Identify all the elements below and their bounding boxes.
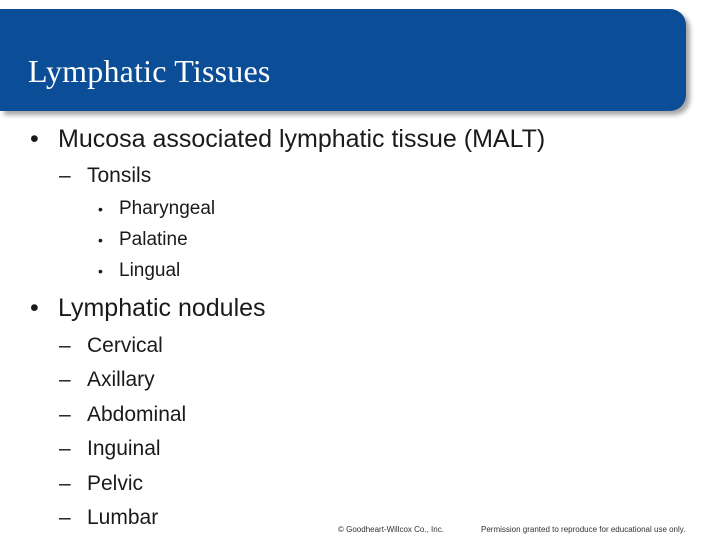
dash-marker: –: [59, 164, 71, 187]
list-item-inguinal: [59, 437, 161, 461]
slide-title: Lymphatic Tissues: [28, 53, 271, 89]
list-item-palatine: [98, 229, 188, 251]
list-item-lumbar: [59, 506, 158, 530]
dash-marker: –: [59, 506, 71, 529]
bullet-marker: •: [98, 263, 103, 279]
dash-marker: –: [59, 334, 71, 357]
bullet-text: Pharyngeal: [119, 198, 216, 219]
bullet-text: Lymphatic nodules: [58, 294, 266, 322]
title-bar: [0, 9, 686, 111]
bullet-text: Pelvic: [87, 472, 144, 495]
bullet-marker: •: [98, 232, 103, 248]
list-item-abdominal: [59, 403, 186, 427]
bullet-marker: •: [30, 294, 39, 322]
bullet-text: Axillary: [87, 368, 155, 391]
bullet-text: Cervical: [87, 334, 163, 357]
bullet-text: Inguinal: [87, 437, 161, 460]
bullet-lymphatic-nodules: [30, 294, 266, 323]
bullet-text: Palatine: [119, 229, 188, 250]
list-item-lingual: [98, 260, 180, 282]
list-item-pharyngeal: [98, 198, 215, 220]
dash-marker: –: [59, 368, 71, 391]
bullet-marker: •: [30, 125, 39, 153]
footer-permission: Permission granted to reproduce for educational use only.: [481, 525, 686, 534]
dash-marker: –: [59, 403, 71, 426]
bullet-tonsils: [59, 164, 151, 188]
list-item-cervical: [59, 334, 163, 358]
footer-copyright: © Goodheart-Willcox Co., Inc.: [338, 525, 444, 534]
bullet-text: Lingual: [119, 260, 181, 281]
bullet-text: Tonsils: [87, 164, 152, 187]
list-item-pelvic: [59, 472, 143, 496]
bullet-text: Lumbar: [87, 506, 159, 529]
bullet-marker: •: [98, 201, 103, 217]
bullet-text: Abdominal: [87, 403, 187, 426]
bullet-malt: [30, 125, 545, 154]
dash-marker: –: [59, 472, 71, 495]
list-item-axillary: [59, 368, 155, 392]
dash-marker: –: [59, 437, 71, 460]
bullet-text: Mucosa associated lymphatic tissue (MALT): [58, 125, 546, 153]
